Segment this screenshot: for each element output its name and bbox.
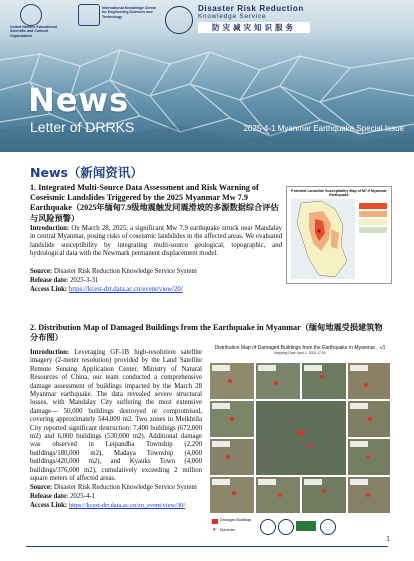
- map-legend: [359, 203, 387, 243]
- footer-rule: [26, 546, 388, 547]
- org-logo-1: [260, 519, 276, 535]
- satellite-mosaic: [210, 363, 390, 513]
- article2-title: 2. Distribution Map of Damaged Buildings from the Earthquake in Myanmar（缅甸地震受损建筑物分布图）: [30, 323, 383, 343]
- article2-link[interactable]: https://kcest-drr.data.ac.cn/zn_event/view/30/: [68, 502, 186, 509]
- figure-legend: [212, 517, 388, 539]
- figure-mapping-date: Mapping Date: April 1, 2025 17:00: [274, 351, 326, 355]
- drr-subtitle: Knowledge Service: [198, 13, 267, 20]
- drrks-emblem: [161, 2, 191, 38]
- article2-release: Release date: 2025-4-1: [30, 493, 95, 500]
- susceptibility-map-graphic: [291, 199, 355, 279]
- article1-title: 1. Integrated Multi-Source Data Assessment and Risk Warning of Coseismic Landslides Triggered by the 2025 Myanmar Mw 7.9 Earthquake（2025年缅甸7.9级地震触发同震滑坡的多源数据综合评估与风险预警）: [30, 183, 279, 223]
- news-heading: News: [28, 81, 130, 119]
- legend-damaged: Damaged Buildings: [220, 518, 252, 522]
- page-number: 1: [386, 536, 390, 543]
- article2-intro: Introduction: Leveraging GF-1B high-resolution satellite imagery (2-meter resolution) provided by the Land Satellite Remote Sensing Application Center, Ministry of Natural Resources of China, our team conducted a comprehensive damage assessment of buildings impacted by the March 28 Myanmar earthquake. The data revealed severe structural losses, with Mandalay City suffering the most extensive damage— 50,000 buildings destroyed or compromised, covering approximately 544,000 m2. Two zones in Meikhtila City reported significant destruction: 7,400 buildings (672,000 m2) and 6,000 buildings (530,000 m2). Additional damage was observed in Leipandha Township (2,200 buildings/180,000 m2), Madaya Township (4,000 buildings/420,000 m2), and Kyauks Town (4,000 buildings/376,000 m2), cumulatively exceeding 2 million square meters of affected areas.: [30, 349, 202, 483]
- landslide-susceptibility-map: [286, 186, 392, 284]
- org-logo-2: [278, 519, 294, 535]
- ikcest-logo: International Knowledge Centre for Engineering Sciences and Technology: [76, 2, 146, 38]
- unesco-logo: United Nations Educational, Scientific and Cultural Organization: [6, 2, 58, 38]
- figure-title: Distribution Map of Damaged Buildings from the Earthquake in Myanmar，v1: [214, 345, 386, 351]
- drr-chinese-title: 防灾减灾知识服务: [198, 22, 310, 33]
- epicenter-star-icon: ★: [212, 528, 217, 533]
- article2-access: Access Link: https://kcest-drr.data.ac.cn/zn_event/view/30/: [30, 502, 186, 509]
- org-logo-4: [320, 519, 336, 535]
- map-title: Potential Landslide Susceptibility Map of M7.9 Myanmar Earthquake: [291, 189, 387, 197]
- damaged-buildings-figure: [210, 345, 390, 541]
- issue-label: 2025-4-1 Myanmar Earthquake Special Issue: [243, 124, 404, 133]
- article1-intro: Introduction: On March 28, 2025, a significant Mw 7.9 earthquake struck near Mandalay in central Myanmar, posing risks of coseismic landslides in the affected areas. We evaluated landslide susceptibility by integrating multi-source geological, topographic, and hydrological data with the Newmark permanent displacement model.: [30, 225, 282, 258]
- article1-source: Source: Disaster Risk Reduction Knowledge Service System: [30, 268, 197, 275]
- article1-access: Access Link: https://kcest-drr.data.ac.cn/event/view/20/: [30, 286, 183, 293]
- header-banner: [0, 0, 414, 152]
- org-logo-3: [296, 521, 316, 531]
- legend-epicenter: Epicenter: [220, 528, 236, 532]
- article1-release: Release date: 2025-3-31: [30, 277, 99, 284]
- drr-title: Disaster Risk Reduction: [198, 4, 304, 13]
- section-title: News（新闻资讯）: [30, 165, 143, 180]
- article2-source: Source: Disaster Risk Reduction Knowledge Service System: [30, 484, 197, 491]
- newsletter-subtitle: Letter of DRRKS: [30, 119, 135, 135]
- damaged-buildings-swatch: [212, 519, 218, 524]
- article1-link[interactable]: https://kcest-drr.data.ac.cn/event/view/20/: [68, 286, 183, 293]
